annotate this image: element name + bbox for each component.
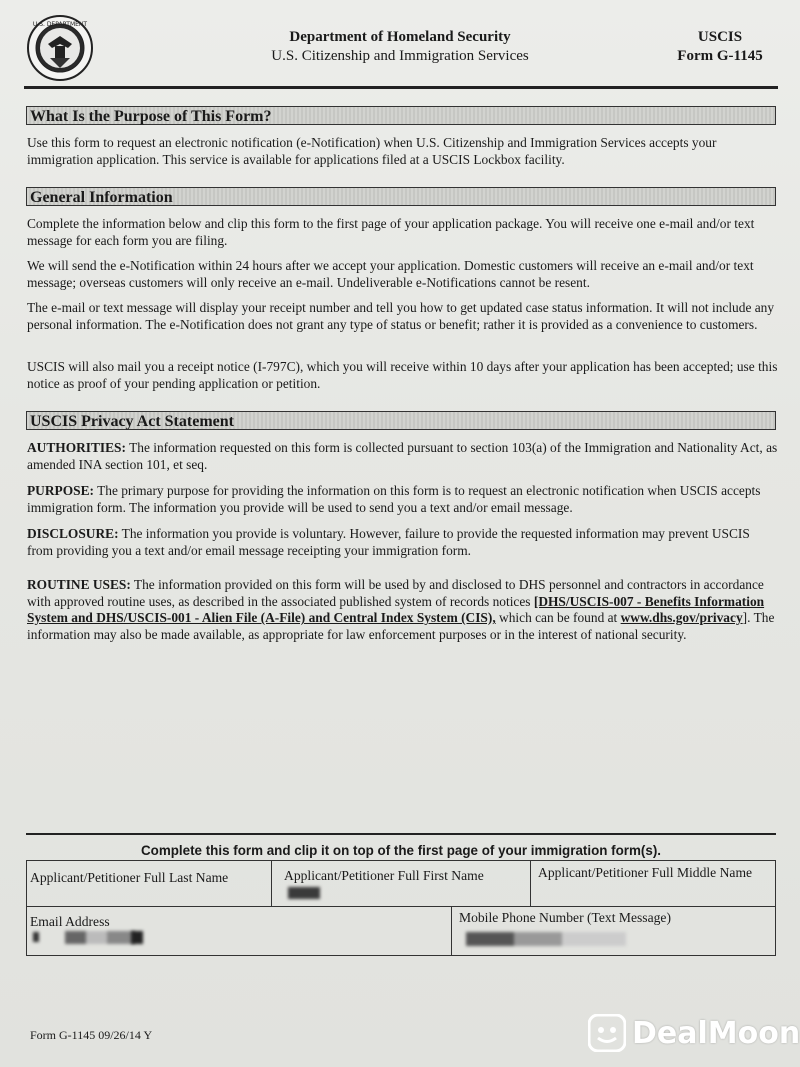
form-number: Form G-1145 xyxy=(677,48,763,64)
email-field[interactable] xyxy=(26,906,452,956)
dealmoon-watermark xyxy=(588,1014,800,1052)
general-heading: General Information xyxy=(26,187,776,206)
phone-field[interactable] xyxy=(451,906,776,956)
phone-label: Mobile Phone Number (Text Message) xyxy=(459,910,671,925)
general-paragraph-4: USCIS will also mail you a receipt notice (I-797C), which you will receive within 10 days after your application has been accepted; use this notice as proof of your pending application or petition. xyxy=(27,359,778,391)
privacy-url-link[interactable]: www.dhs.gov/privacy xyxy=(620,610,743,626)
privacy-purpose xyxy=(27,483,778,516)
header-center xyxy=(200,28,600,66)
email-redacted-1 xyxy=(33,932,39,942)
form-title: Complete this form and clip it on top of the first page of your immigration form(s). xyxy=(140,843,661,858)
purpose-text: Use this form to request an electronic notification (e-Notification) when U.S. Citizenship and Immigration Services accepts your immigration application. This service is available for applications filed at a USCIS Lockbox facility. xyxy=(27,135,717,167)
dealmoon-logo-icon xyxy=(588,1014,626,1052)
last-name-label: Applicant/Petitioner Full Last Name xyxy=(30,870,229,885)
authorities-text: The information requested on this form is collected pursuant to section 103(a) of the Immigration and Nationality Act, as amended INA section 101, et seq. xyxy=(27,440,778,472)
privacy-authorities xyxy=(27,440,778,473)
watermark-text: DealMoon xyxy=(632,1015,800,1051)
privacy-disclosure xyxy=(27,526,778,559)
routine-uses-label: ROUTINE USES: xyxy=(27,577,131,592)
purpose-heading: What Is the Purpose of This Form? xyxy=(26,106,776,125)
form-divider xyxy=(26,833,776,835)
first-name-field[interactable] xyxy=(271,860,531,907)
first-name-redacted xyxy=(288,887,320,899)
first-name-label: Applicant/Petitioner Full First Name xyxy=(284,868,484,883)
general-paragraph-3: The e-mail or text message will display your receipt number and tell you how to get updated case status information. It will not include any personal information. The e-Notification does not grant any type of status or benefit; rather it is provided as a convenience to customers. xyxy=(27,300,775,332)
routine-uses-text-2: which can be found at xyxy=(495,610,621,626)
middle-name-label: Applicant/Petitioner Full Middle Name xyxy=(538,865,753,880)
email-label: Email Address xyxy=(30,914,110,929)
records-notice-link[interactable]: [DHS/USCIS-007 - Benefits Information System and DHS/USCIS-001 - Alien File (A-File) and Central Index System (CIS), xyxy=(27,593,765,626)
email-redacted-3 xyxy=(131,931,143,944)
agency-name: U.S. Citizenship and Immigration Services xyxy=(271,48,529,64)
dhs-seal-logo xyxy=(26,14,94,82)
disclosure-text: The information you provide is voluntary. However, failure to provide the requested information may prevent USCIS from providing you a text and/or email message receipting your immigration form. xyxy=(27,526,750,558)
general-paragraph-1: Complete the information below and clip this form to the first page of your application package. You will receive one e-mail and/or text message for each form you are filing. xyxy=(27,216,755,248)
general-paragraph-2: We will send the e-Notification within 24 hours after we accept your application. Domestic customers will receive an e-mail and/or text message; overseas customers will only receive an e-mail. Undeliverable e-Notifications cannot be resent. xyxy=(27,258,754,290)
purpose-statement-text: The primary purpose for providing the information on this form is to request an electronic notification when USCIS accepts immigration form. The information you provide will be used to send you a text and/or email message. xyxy=(27,483,761,515)
privacy-routine-uses xyxy=(27,577,778,643)
last-name-field[interactable] xyxy=(26,860,272,907)
form-footer: Form G-1145 09/26/14 Y xyxy=(30,1028,153,1042)
phone-redacted xyxy=(466,932,626,946)
email-redacted-2 xyxy=(65,931,135,944)
header-divider xyxy=(24,86,778,89)
routine-uses-text-1: The information provided on this form will be used by and disclosed to DHS personnel and contractors in accordance with approved routine uses, as described in the associated published system of records notices xyxy=(27,577,764,609)
disclosure-label: DISCLOSURE: xyxy=(27,526,119,541)
routine-uses-text-3: ]. The information may also be made available, as appropriate for law enforcement purposes or in the interest of national security. xyxy=(27,610,775,642)
purpose-label: PURPOSE: xyxy=(27,483,94,498)
svg-text:U.S. DEPARTMENT: U.S. DEPARTMENT xyxy=(32,21,88,28)
privacy-heading: USCIS Privacy Act Statement xyxy=(26,411,776,430)
header-right xyxy=(660,28,780,66)
authorities-label: AUTHORITIES: xyxy=(27,440,126,455)
agency-code: USCIS xyxy=(697,29,743,45)
department-name: Department of Homeland Security xyxy=(289,29,511,45)
middle-name-field[interactable] xyxy=(530,860,776,907)
